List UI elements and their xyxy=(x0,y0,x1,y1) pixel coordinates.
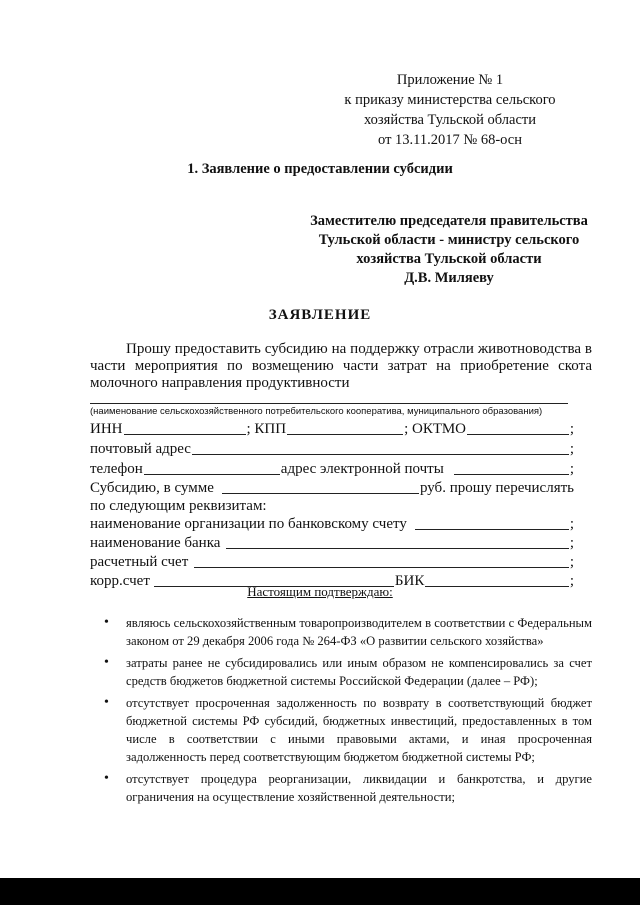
appendix-line-4: от 13.11.2017 № 68-осн xyxy=(378,132,522,148)
email-field[interactable] xyxy=(454,460,569,475)
addressee-line-1: Заместителю председателя правительства xyxy=(310,213,588,229)
list-item xyxy=(104,770,592,806)
account-field[interactable] xyxy=(194,553,569,568)
corr-account-label: корр.счет xyxy=(90,573,150,589)
bank-organization-row xyxy=(90,515,574,533)
phone-field[interactable] xyxy=(144,460,280,475)
list-item-text: отсутствует просроченная задолженность по возврату в соответствующий бюджет бюджетной системы РФ субсидий, бюджетных инвестиций, предоставленных в том числе в соответствии с иными правовыми актами, и иная просроченная задолженность перед соответствующим бюджетом бюджетной системы РФ; xyxy=(126,696,592,764)
semicolon: ; xyxy=(569,441,574,457)
bank-name-field[interactable] xyxy=(226,534,568,549)
details-label: по следующим реквизитам: xyxy=(90,498,267,514)
addressee-line-4: Д.В. Миляеву xyxy=(404,270,494,286)
scan-border xyxy=(0,878,640,905)
inn-kpp-oktmo-row xyxy=(90,420,574,438)
confirmation-heading-text: Настоящим подтверждаю: xyxy=(247,584,393,599)
bank-name-row xyxy=(90,534,574,552)
postal-address-field[interactable] xyxy=(192,440,569,455)
bank-organization-label: наименование организации по банковскому счету xyxy=(90,516,407,532)
list-item xyxy=(104,654,592,690)
addressee-line-3: хозяйства Тульской области xyxy=(356,251,542,267)
inn-field[interactable] xyxy=(124,420,246,435)
semicolon: ; xyxy=(569,461,574,477)
list-item-text: являюсь сельскохозяйственным товаропроизводителем в соответствии с Федеральным законом от 29 декабря 2006 года № 264-ФЗ «О развитии сельского хозяйства» xyxy=(126,616,592,648)
semicolon: ; xyxy=(569,421,574,437)
postal-address-row xyxy=(90,440,574,458)
bullet-icon: • xyxy=(104,615,109,630)
section-title: 1. Заявление о предоставлении субсидии xyxy=(187,161,453,177)
kpp-field[interactable] xyxy=(287,420,403,435)
bullet-icon: • xyxy=(104,771,109,786)
email-label: адрес электронной почты xyxy=(280,461,444,477)
semicolon: ; xyxy=(569,554,574,570)
rub-label: руб. прошу перечислять xyxy=(419,480,574,496)
appendix-line-2: к приказу министерства сельского xyxy=(344,92,556,108)
bullet-icon: • xyxy=(104,655,109,670)
addressee-block xyxy=(290,212,608,288)
intro-paragraph xyxy=(90,341,592,392)
intro-text: Прошу предоставить субсидию на поддержку отрасли животноводства в части мероприятия по возмещению части затрат на приобретение скота молочного направления продуктивности xyxy=(90,341,592,391)
list-item-text: затраты ранее не субсидировались или иным образом не компенсировались за счет средств бюджетов бюджетной системы Российской Федерации (далее – РФ); xyxy=(126,656,592,688)
organization-caption: (наименование сельскохозяйственного потребительского кооператива, муниципального образования) xyxy=(90,406,543,417)
document-title: ЗАЯВЛЕНИЕ xyxy=(268,307,372,323)
organization-name-field[interactable] xyxy=(90,403,568,404)
details-row xyxy=(90,497,574,515)
appendix-line-3: хозяйства Тульской области xyxy=(363,112,537,128)
inn-label: ИНН xyxy=(90,421,123,437)
oktmo-field[interactable] xyxy=(467,420,569,435)
confirmation-list xyxy=(104,614,592,810)
kpp-label: ; КПП xyxy=(246,421,287,437)
bank-organization-field[interactable] xyxy=(415,515,569,530)
semicolon: ; xyxy=(569,516,574,532)
phone-label: телефон xyxy=(90,461,143,477)
appendix-line-1: Приложение № 1 xyxy=(396,72,504,88)
bank-name-label: наименование банка xyxy=(90,535,221,551)
account-row xyxy=(90,553,574,571)
account-label: расчетный счет xyxy=(90,554,189,570)
postal-address-label: почтовый адрес xyxy=(90,441,191,457)
subsidy-amount-field[interactable] xyxy=(222,479,419,494)
addressee-line-2: Тульской области - министру сельского xyxy=(318,232,580,248)
appendix-header xyxy=(300,70,600,150)
list-item xyxy=(104,694,592,766)
bik-label: БИК xyxy=(394,573,425,589)
list-item xyxy=(104,614,592,650)
phone-email-row xyxy=(90,460,574,478)
bullet-icon: • xyxy=(104,695,109,710)
list-item-text: отсутствует процедура реорганизации, ликвидации и банкротства, и другие ограничения на осуществление хозяйственной деятельности; xyxy=(126,772,592,804)
semicolon: ; xyxy=(569,535,574,551)
oktmo-label: ; ОКТМО xyxy=(404,421,466,437)
semicolon: ; xyxy=(569,573,574,589)
subsidy-amount-row xyxy=(90,479,574,497)
confirmation-heading xyxy=(0,584,640,600)
subsidy-label: Субсидию, в сумме xyxy=(90,480,214,496)
